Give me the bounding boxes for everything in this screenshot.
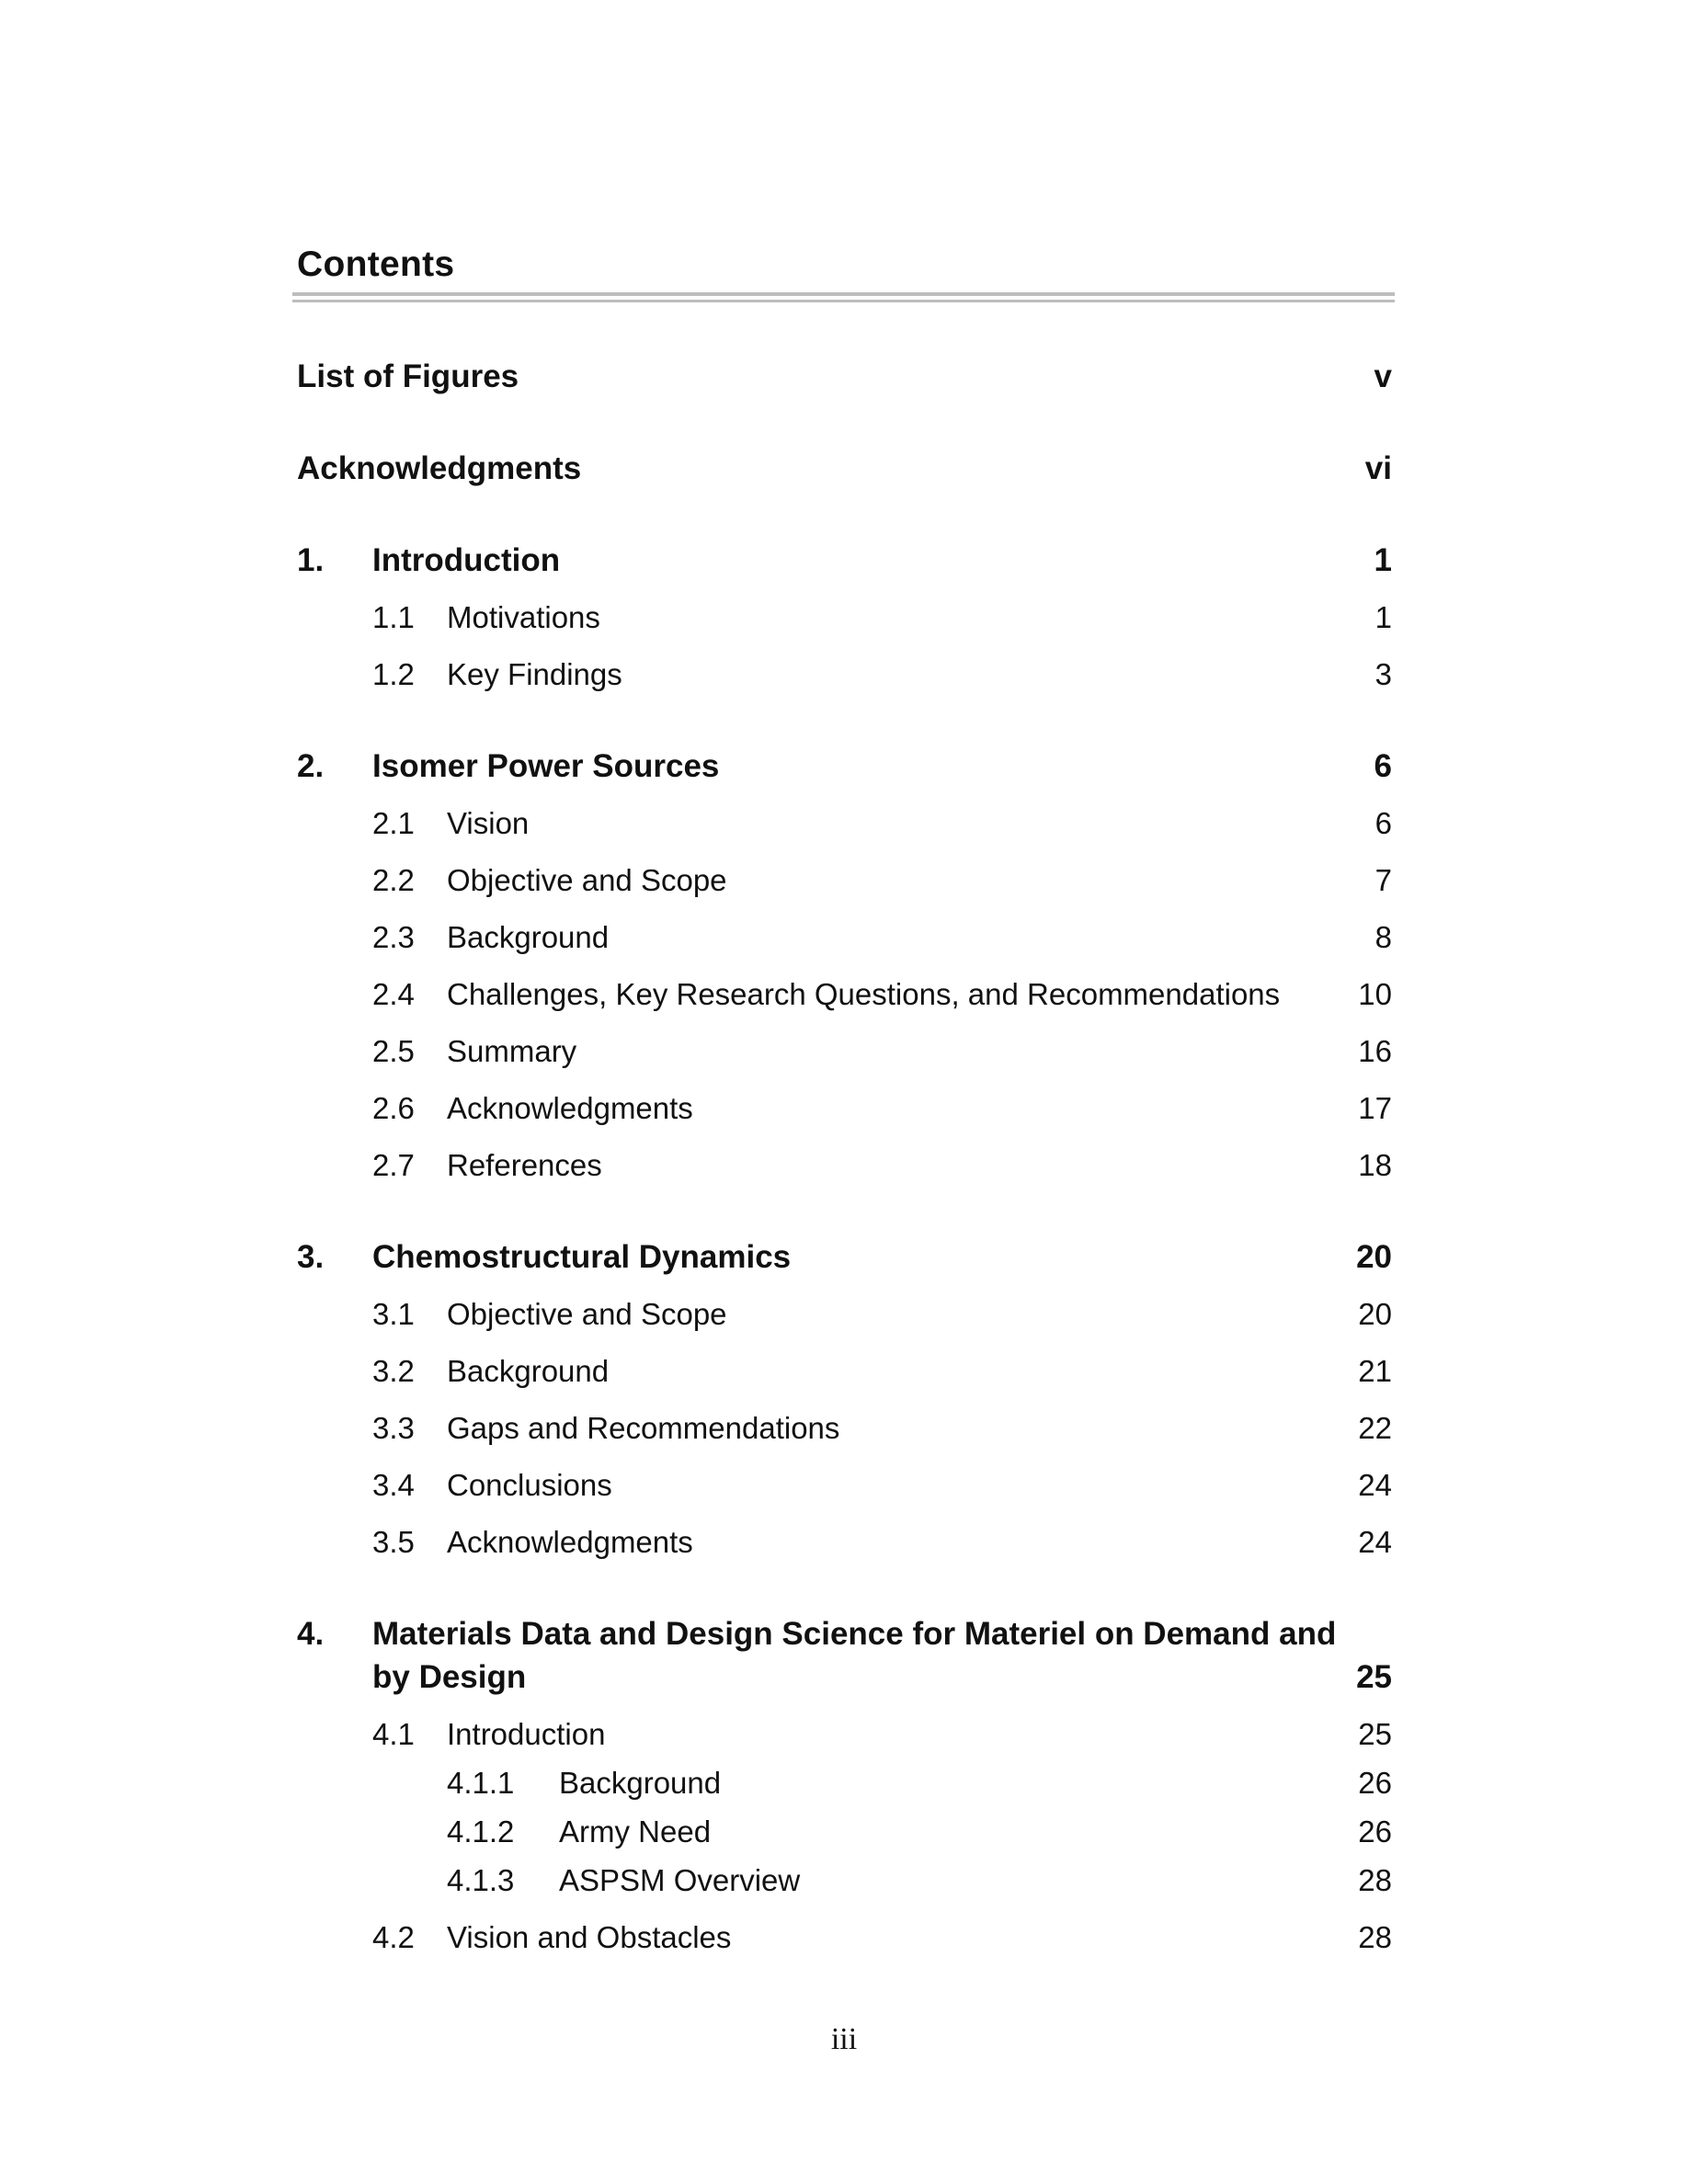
toc-section-title: References bbox=[447, 1148, 602, 1182]
toc-chapter-page: 6 bbox=[1374, 748, 1392, 784]
toc-section-page: 21 bbox=[1358, 1354, 1392, 1388]
toc-section-number: 3.1 bbox=[372, 1297, 415, 1331]
toc-section-title: Challenges, Key Research Questions, and Recommendations bbox=[447, 977, 1281, 1011]
toc-section-title: Key Findings bbox=[447, 657, 622, 691]
toc-entry-acknowledgments[interactable] bbox=[297, 447, 1392, 491]
toc-chapter-number: 4. bbox=[297, 1616, 325, 1652]
toc-subsection-title: ASPSM Overview bbox=[559, 1863, 801, 1897]
toc-section-title: Objective and Scope bbox=[447, 1297, 727, 1331]
toc-chapter-number: 1. bbox=[297, 542, 325, 578]
toc-section-page: 7 bbox=[1374, 863, 1392, 897]
toc-section-2-2[interactable] bbox=[297, 859, 1392, 903]
toc-section-2-5[interactable] bbox=[297, 1029, 1392, 1074]
toc-section-3-1[interactable] bbox=[297, 1292, 1392, 1337]
toc-section-title: Acknowledgments bbox=[447, 1525, 693, 1559]
toc-section-1-1[interactable] bbox=[297, 596, 1392, 640]
toc-section-number: 4.1 bbox=[372, 1717, 415, 1751]
toc-chapter-title: Isomer Power Sources bbox=[372, 748, 720, 784]
toc-section-number: 2.1 bbox=[372, 806, 415, 840]
toc-section-number: 2.2 bbox=[372, 863, 415, 897]
toc-section-3-4[interactable] bbox=[297, 1463, 1392, 1507]
toc-section-page: 24 bbox=[1358, 1468, 1392, 1502]
heading-rule-bottom bbox=[292, 300, 1395, 302]
toc-section-4-2[interactable] bbox=[297, 1916, 1392, 1960]
toc-subsection-page: 28 bbox=[1358, 1863, 1392, 1897]
toc-section-title: Objective and Scope bbox=[447, 863, 727, 897]
toc-subsection-4-1-3[interactable] bbox=[297, 1859, 1392, 1903]
toc-section-2-3[interactable] bbox=[297, 916, 1392, 960]
toc-section-number: 3.2 bbox=[372, 1354, 415, 1388]
toc-section-3-5[interactable] bbox=[297, 1520, 1392, 1564]
toc-section-number: 3.4 bbox=[372, 1468, 415, 1502]
toc-chapter-2[interactable] bbox=[297, 745, 1392, 789]
toc-section-title: Vision bbox=[447, 806, 530, 840]
toc-section-number: 3.3 bbox=[372, 1411, 415, 1445]
toc-section-number: 2.6 bbox=[372, 1091, 415, 1125]
toc-entry-page: v bbox=[1374, 358, 1392, 394]
toc-entry-list-of-figures[interactable] bbox=[297, 355, 1392, 399]
toc-entry-title: Acknowledgments bbox=[297, 450, 582, 486]
toc-section-title: Background bbox=[447, 920, 610, 954]
toc-section-number: 2.5 bbox=[372, 1034, 415, 1068]
toc-section-page: 22 bbox=[1358, 1411, 1392, 1445]
toc-section-1-2[interactable] bbox=[297, 653, 1392, 697]
toc-section-title: Gaps and Recommendations bbox=[447, 1411, 840, 1445]
toc-section-page: 24 bbox=[1358, 1525, 1392, 1559]
toc-chapter-title: Introduction bbox=[372, 542, 561, 578]
toc-section-title: Vision and Obstacles bbox=[447, 1920, 732, 1954]
toc-subsection-page: 26 bbox=[1358, 1766, 1392, 1800]
toc-section-page: 3 bbox=[1374, 657, 1392, 691]
toc-chapter-title: Materials Data and Design Science for Materiel on Demand and by Design bbox=[372, 1616, 1337, 1695]
toc-chapter-3[interactable] bbox=[297, 1235, 1392, 1280]
toc-section-2-6[interactable] bbox=[297, 1086, 1392, 1131]
toc-section-number: 4.2 bbox=[372, 1920, 415, 1954]
toc-chapter-number: 2. bbox=[297, 748, 325, 784]
toc-subsection-title: Army Need bbox=[559, 1814, 712, 1848]
toc-chapter-4[interactable] bbox=[297, 1612, 1392, 1701]
toc-section-3-3[interactable] bbox=[297, 1406, 1392, 1450]
toc-section-title: Background bbox=[447, 1354, 610, 1388]
toc-section-title: Acknowledgments bbox=[447, 1091, 693, 1125]
toc-section-title: Summary bbox=[447, 1034, 577, 1068]
toc-section-title: Introduction bbox=[447, 1717, 606, 1751]
toc-chapter-number: 3. bbox=[297, 1239, 325, 1275]
toc-section-page: 16 bbox=[1358, 1034, 1392, 1068]
toc-subsection-4-1-1[interactable] bbox=[297, 1761, 1392, 1805]
toc-section-title: Conclusions bbox=[447, 1468, 612, 1502]
toc-chapter-title: Chemostructural Dynamics bbox=[372, 1239, 792, 1275]
toc-section-2-1[interactable] bbox=[297, 802, 1392, 846]
toc-section-page: 20 bbox=[1358, 1297, 1392, 1331]
contents-heading: Contents bbox=[297, 245, 455, 284]
toc-chapter-page: 1 bbox=[1374, 542, 1392, 578]
toc-section-page: 17 bbox=[1358, 1091, 1392, 1125]
toc-section-page: 1 bbox=[1374, 600, 1392, 634]
toc-section-page: 28 bbox=[1358, 1920, 1392, 1954]
toc-section-3-2[interactable] bbox=[297, 1349, 1392, 1393]
heading-rule-top bbox=[292, 292, 1395, 296]
toc-section-2-7[interactable] bbox=[297, 1143, 1392, 1188]
toc-section-page: 25 bbox=[1358, 1717, 1392, 1751]
toc-chapter-page: 20 bbox=[1356, 1239, 1392, 1275]
toc-section-4-1[interactable] bbox=[297, 1712, 1392, 1757]
toc-section-number: 2.7 bbox=[372, 1148, 415, 1182]
toc-section-number: 1.2 bbox=[372, 657, 415, 691]
toc-subsection-page: 26 bbox=[1358, 1814, 1392, 1848]
toc-section-page: 8 bbox=[1374, 920, 1392, 954]
toc-entry-page: vi bbox=[1364, 450, 1392, 486]
toc-subsection-title: Background bbox=[559, 1766, 722, 1800]
toc-section-page: 6 bbox=[1374, 806, 1392, 840]
toc-section-title: Motivations bbox=[447, 600, 600, 634]
toc-subsection-4-1-2[interactable] bbox=[297, 1810, 1392, 1854]
toc-section-2-4[interactable] bbox=[297, 973, 1392, 1017]
toc-section-number: 2.3 bbox=[372, 920, 415, 954]
toc-section-number: 2.4 bbox=[372, 977, 415, 1011]
toc-subsection-number: 4.1.1 bbox=[447, 1766, 515, 1800]
toc-entry-title: List of Figures bbox=[297, 358, 519, 394]
toc-section-page: 10 bbox=[1358, 977, 1392, 1011]
toc-section-page: 18 bbox=[1358, 1148, 1392, 1182]
toc-section-number: 3.5 bbox=[372, 1525, 415, 1559]
page-number: iii bbox=[830, 2022, 858, 2056]
toc-subsection-number: 4.1.2 bbox=[447, 1814, 515, 1848]
toc-section-number: 1.1 bbox=[372, 600, 415, 634]
toc-chapter-page: 25 bbox=[1356, 1659, 1392, 1695]
toc-chapter-1[interactable] bbox=[297, 539, 1392, 583]
toc-subsection-number: 4.1.3 bbox=[447, 1863, 515, 1897]
